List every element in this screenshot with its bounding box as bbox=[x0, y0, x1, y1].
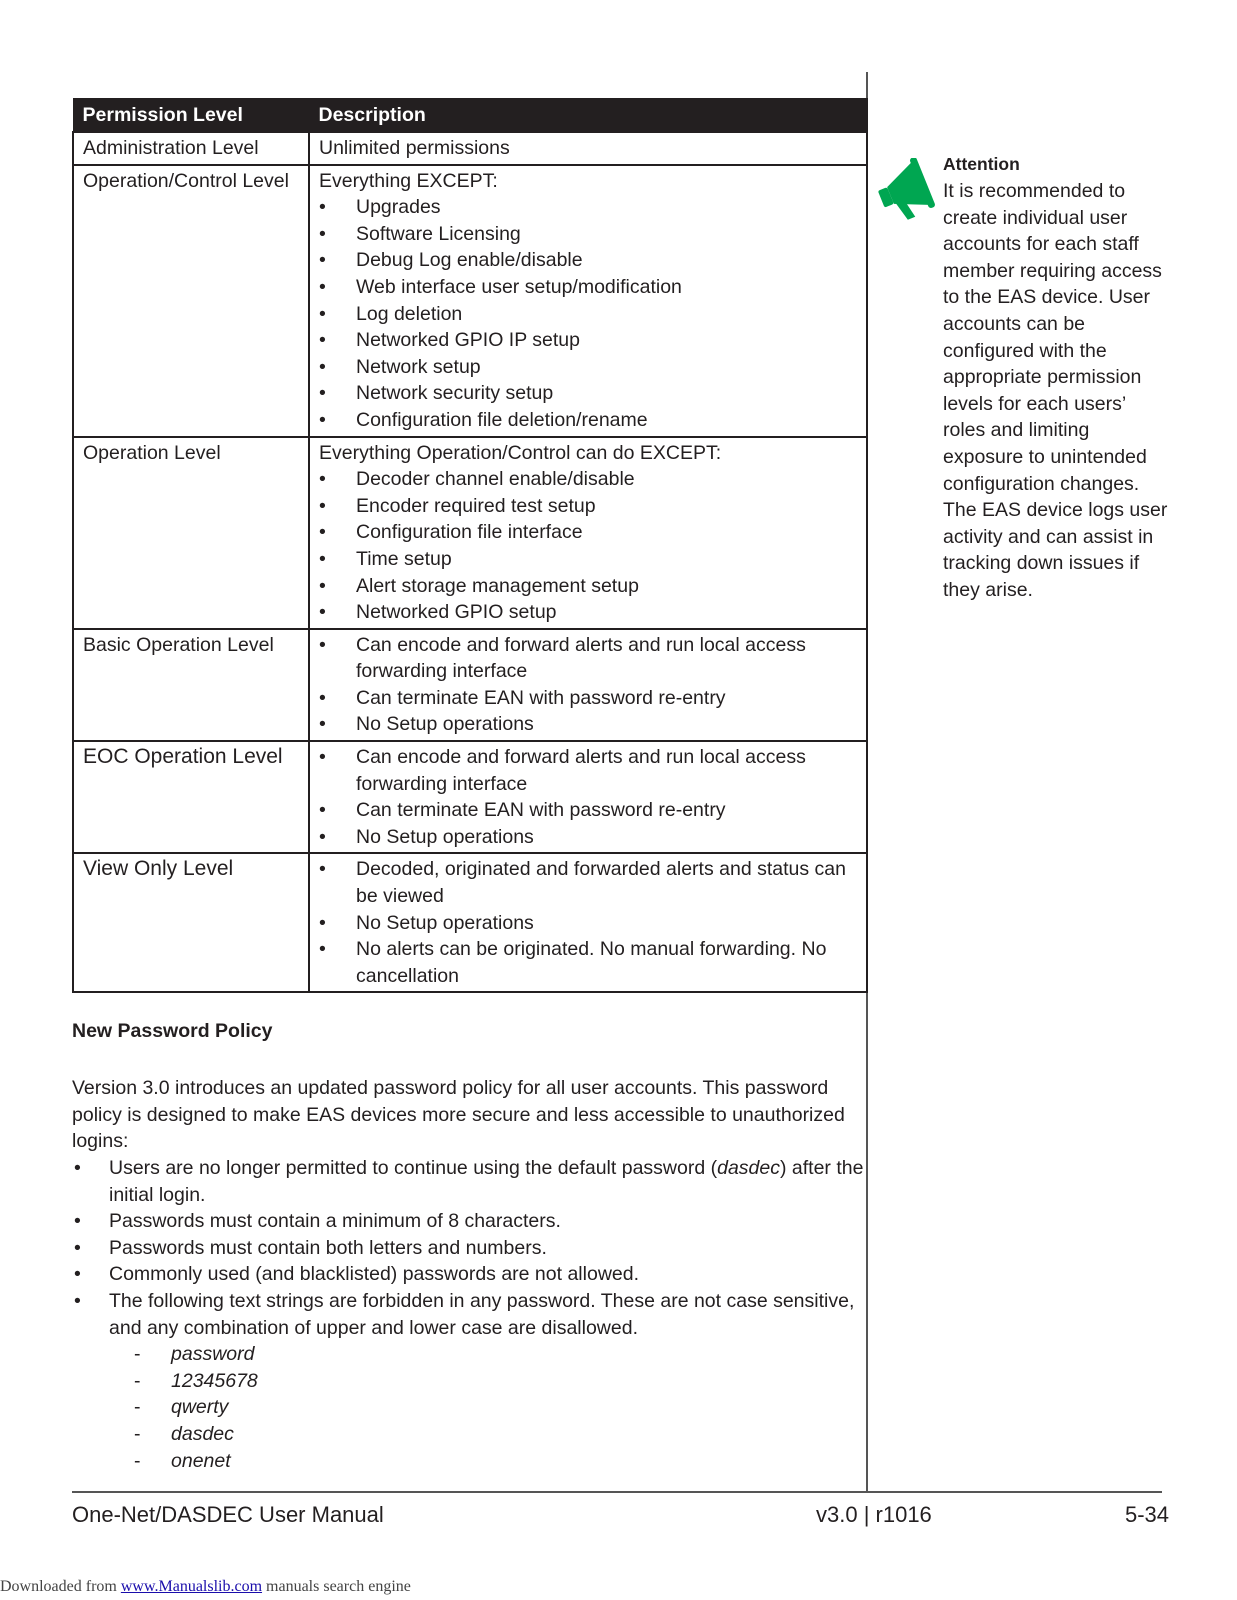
list-item: • Network security setup bbox=[319, 380, 857, 407]
forbidden-string: - qwerty bbox=[109, 1394, 872, 1421]
list-item: • Commonly used (and blacklisted) passwords are not allowed. bbox=[72, 1261, 872, 1288]
list-item bbox=[72, 1288, 872, 1474]
table-row bbox=[73, 741, 867, 853]
table-row bbox=[73, 853, 867, 992]
list-item: • Time setup bbox=[319, 546, 857, 573]
bullet-text: ) after the initial login. bbox=[109, 1157, 864, 1206]
row-level: View Only Level bbox=[73, 853, 309, 992]
table-row bbox=[73, 629, 867, 741]
row-intro: Everything EXCEPT: bbox=[319, 169, 498, 192]
list-item: • Upgrades bbox=[319, 194, 857, 221]
list-item: • No Setup operations bbox=[319, 711, 857, 738]
policy-intro: Version 3.0 introduces an updated password policy for all user accounts. This password policy is designed to make EAS devices more secure and less accessible to unauthorized logins: bbox=[72, 1077, 845, 1153]
list-item: • Configuration file interface bbox=[319, 519, 857, 546]
megaphone-icon bbox=[876, 158, 938, 224]
list-item: • Web interface user setup/modification bbox=[319, 274, 857, 301]
footer-page-number: 5-34 bbox=[1125, 1502, 1170, 1527]
download-prefix: Downloaded from bbox=[0, 1578, 121, 1595]
table-row bbox=[73, 437, 867, 629]
list-item: • No Setup operations bbox=[319, 824, 857, 851]
bullet-text: Users are no longer permitted to continue using the default password ( bbox=[109, 1157, 718, 1179]
row-level: Operation Level bbox=[73, 437, 309, 629]
table-row bbox=[73, 132, 867, 165]
default-password: dasdec bbox=[717, 1157, 780, 1179]
attention-body: It is recommended to create individual user accounts for each staff member requiring access to the EAS device. User accounts can be configured with the appropriate permission levels for each users’ roles and limiting exposure to unintended configuration changes. The EAS device logs user activity and can assist in tracking down issues if they arise. bbox=[943, 180, 1168, 601]
list-item: • Decoder channel enable/disable bbox=[319, 466, 857, 493]
section-title: New Password Policy bbox=[72, 1020, 273, 1042]
forbidden-string: - 12345678 bbox=[109, 1368, 872, 1395]
policy-list bbox=[72, 1155, 872, 1474]
list-item: • No Setup operations bbox=[319, 910, 857, 937]
row-level: Administration Level bbox=[73, 132, 309, 165]
forbidden-string: - onenet bbox=[109, 1448, 872, 1475]
row-description bbox=[309, 437, 867, 629]
row-intro: Unlimited permissions bbox=[319, 137, 510, 159]
list-item: • Can encode and forward alerts and run local access forwarding interface bbox=[319, 744, 857, 797]
permission-table bbox=[72, 98, 868, 993]
list-item bbox=[72, 1155, 872, 1208]
list-item: • Network setup bbox=[319, 354, 857, 381]
list-item: • No alerts can be originated. No manual forwarding. No cancellation bbox=[319, 936, 857, 989]
attention-title: Attention bbox=[943, 154, 1020, 174]
row-level: Operation/Control Level bbox=[73, 165, 309, 437]
table-row bbox=[73, 165, 867, 437]
forbidden-list bbox=[109, 1341, 872, 1474]
list-item: • Networked GPIO IP setup bbox=[319, 327, 857, 354]
bullet-text: The following text strings are forbidden in any password. These are not case sensitive, and any combination of upper and lower case are disallowed. bbox=[109, 1289, 855, 1339]
list-item: • Can terminate EAN with password re-entry bbox=[319, 685, 857, 712]
footer-rule bbox=[72, 1491, 1162, 1493]
footer-version: v3.0 | r1016 bbox=[816, 1502, 932, 1527]
footer-title: One-Net/DASDEC User Manual bbox=[72, 1502, 384, 1527]
row-description bbox=[309, 853, 867, 992]
list-item: • Networked GPIO setup bbox=[319, 599, 857, 626]
list-item: • Configuration file deletion/rename bbox=[319, 407, 857, 434]
row-level: Basic Operation Level bbox=[73, 629, 309, 741]
row-level: EOC Operation Level bbox=[73, 741, 309, 853]
list-item: • Passwords must contain both letters and numbers. bbox=[72, 1235, 872, 1262]
list-item: • Passwords must contain a minimum of 8 characters. bbox=[72, 1208, 872, 1235]
row-description bbox=[309, 165, 867, 437]
list-item: • Encoder required test setup bbox=[319, 493, 857, 520]
list-item: • Can encode and forward alerts and run local access forwarding interface bbox=[319, 632, 857, 685]
row-intro: Everything Operation/Control can do EXCEPT: bbox=[319, 441, 722, 464]
row-description bbox=[309, 132, 867, 165]
forbidden-string: - dasdec bbox=[109, 1421, 872, 1448]
list-item: • Debug Log enable/disable bbox=[319, 247, 857, 274]
list-item: • Software Licensing bbox=[319, 221, 857, 248]
list-item: • Can terminate EAN with password re-entry bbox=[319, 797, 857, 824]
list-item: • Log deletion bbox=[319, 301, 857, 328]
list-item: • Alert storage management setup bbox=[319, 573, 857, 600]
download-notice bbox=[0, 1578, 411, 1596]
manualslib-link[interactable]: www.Manualslib.com bbox=[120, 1578, 263, 1595]
row-description bbox=[309, 741, 867, 853]
row-description bbox=[309, 629, 867, 741]
download-suffix: manuals search engine bbox=[262, 1578, 411, 1595]
header-permission-level: Permission Level bbox=[73, 99, 309, 133]
header-description: Description bbox=[309, 99, 867, 133]
forbidden-string: - password bbox=[109, 1341, 872, 1368]
list-item: • Decoded, originated and forwarded alerts and status can be viewed bbox=[319, 856, 857, 909]
table-header-row bbox=[73, 99, 867, 133]
